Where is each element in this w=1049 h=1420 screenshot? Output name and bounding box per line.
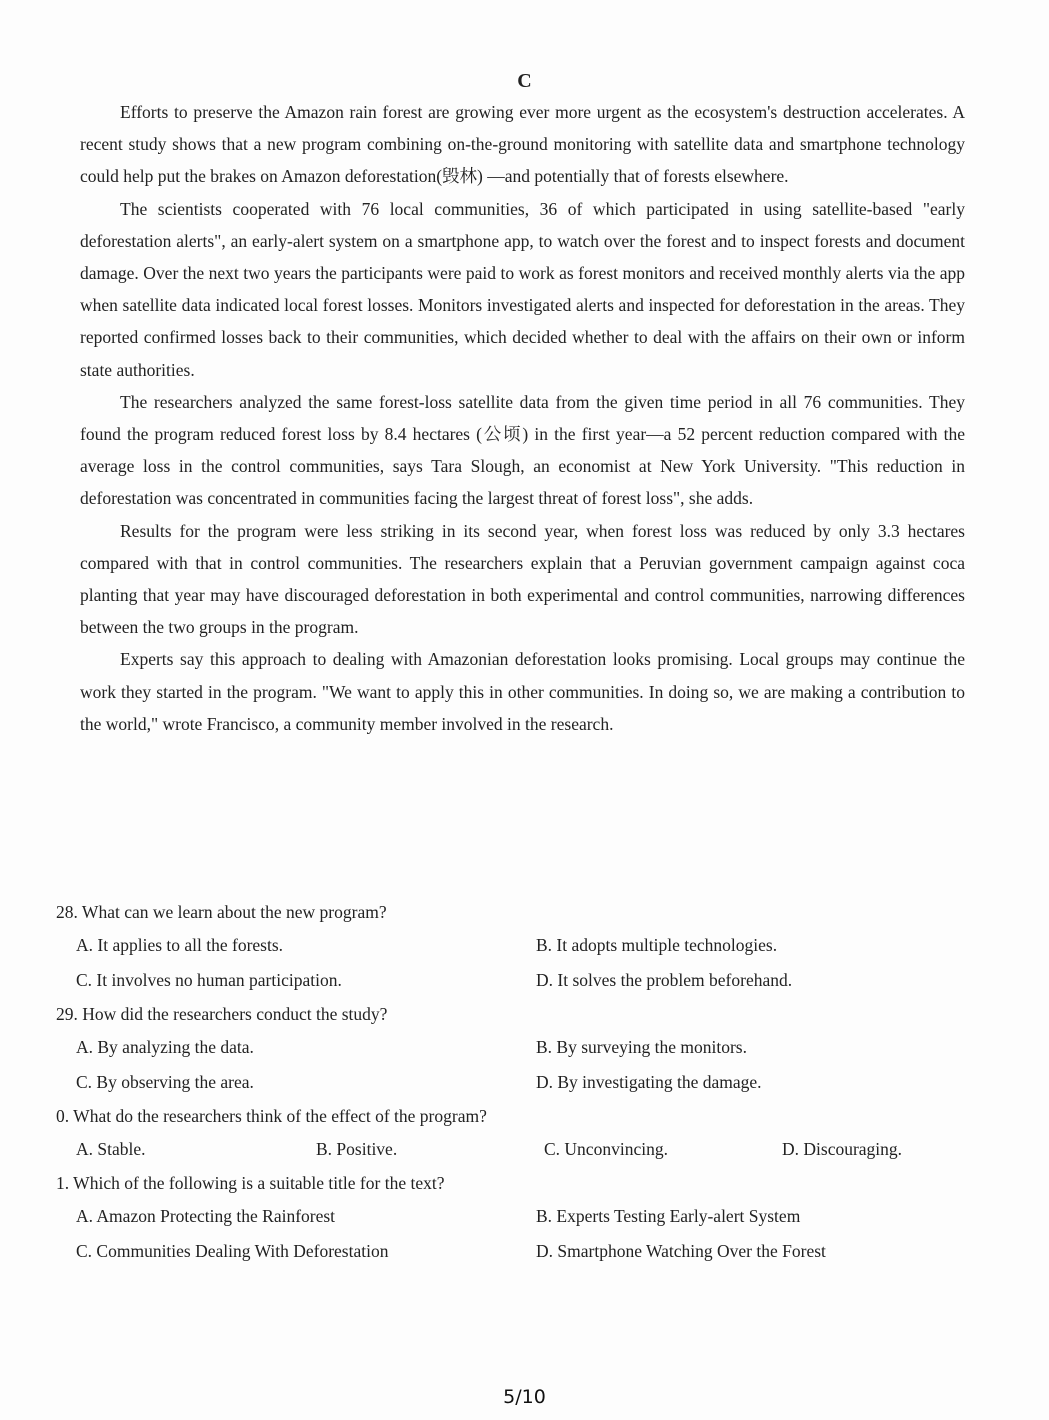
- question-stem: 28. What can we learn about the new program?: [56, 902, 387, 922]
- question-28: [56, 896, 976, 998]
- option-grid: [56, 928, 976, 998]
- option-c: C. By observing the area.: [76, 1072, 254, 1092]
- question-30: [56, 1100, 976, 1167]
- option-b: B. By surveying the monitors.: [536, 1037, 747, 1057]
- option-b: B. Experts Testing Early-alert System: [536, 1206, 801, 1226]
- option-c: C. It involves no human participation.: [76, 970, 342, 990]
- option-a: A. It applies to all the forests.: [76, 935, 284, 955]
- option-d: D. By investigating the damage.: [536, 1072, 762, 1092]
- section-letter: C: [517, 70, 532, 92]
- question-stem: 29. How did the researchers conduct the study?: [56, 1004, 388, 1024]
- option-a: A. By analyzing the data.: [76, 1037, 254, 1057]
- option-d: D. Smartphone Watching Over the Forest: [536, 1241, 826, 1261]
- option-d: D. It solves the problem beforehand.: [536, 970, 793, 990]
- option-c: C. Communities Dealing With Deforestation: [76, 1241, 389, 1261]
- paragraph-3: The researchers analyzed the same forest-loss satellite data from the given time period in all 76 communities. They found the program reduced forest loss by 8.4 hectares (公顷) in the first year—a 52 percent reduction compared with the average loss in the control communities, says Tara Slough, an economist at New York University. "This reduction in deforestation was concentrated in communities facing the largest threat of forest loss", she adds.: [80, 391, 965, 509]
- option-row: [56, 1132, 976, 1167]
- page-number: 5/10: [503, 1386, 546, 1408]
- paragraph-4: Results for the program were less striking in its second year, when forest loss was reduced by only 3.3 hectares compared with that in control communities. The researchers explain that a Peruvian government campaign against coca planting that year may have discouraged deforestation in both experimental and control communities, narrowing differences between the two groups in the program.: [80, 520, 965, 638]
- paragraph-2: The scientists cooperated with 76 local communities, 36 of which participated in using satellite-based "early deforestation alerts", an early-alert system on a smartphone app, to watch over the forest and to inspect forests and document damage. Over the next two years the participants were paid to work as forest monitors and received monthly alerts via the app when satellite data indicated local forest losses. Monitors investigated alerts and inspected for deforestation in the areas. They reported confirmed losses back to their communities, which decided whether to deal with the affairs on their own or inform state authorities.: [80, 198, 965, 380]
- paragraph-1: Efforts to preserve the Amazon rain forest are growing ever more urgent as the ecosystem's destruction accelerates. A recent study shows that a new program combining on-the-ground monitoring with satellite data and smartphone technology could help put the brakes on Amazon deforestation(毁林) —and potentially that of forests elsewhere.: [80, 102, 965, 187]
- question-stem: 0. What do the researchers think of the effect of the program?: [56, 1106, 487, 1126]
- question-list: [56, 896, 976, 1269]
- option-a: A. Stable.: [76, 1139, 146, 1159]
- question-31: [56, 1167, 976, 1269]
- option-grid: [56, 1199, 976, 1269]
- option-grid: [56, 1030, 976, 1100]
- reading-passage: [80, 96, 965, 740]
- option-b: B. Positive.: [316, 1139, 398, 1159]
- question-stem: 1. Which of the following is a suitable title for the text?: [56, 1173, 445, 1193]
- option-b: B. It adopts multiple technologies.: [536, 935, 778, 955]
- option-a: A. Amazon Protecting the Rainforest: [76, 1206, 336, 1226]
- question-29: [56, 998, 976, 1100]
- option-c: C. Unconvincing.: [544, 1139, 668, 1159]
- paragraph-5: Experts say this approach to dealing with Amazonian deforestation looks promising. Local groups may continue the work they started in the program. "We want to apply this in other communities. In doing so, we are making a contribution to the world," wrote Francisco, a community member involved in the research.: [80, 649, 965, 734]
- option-d: D. Discouraging.: [782, 1139, 903, 1159]
